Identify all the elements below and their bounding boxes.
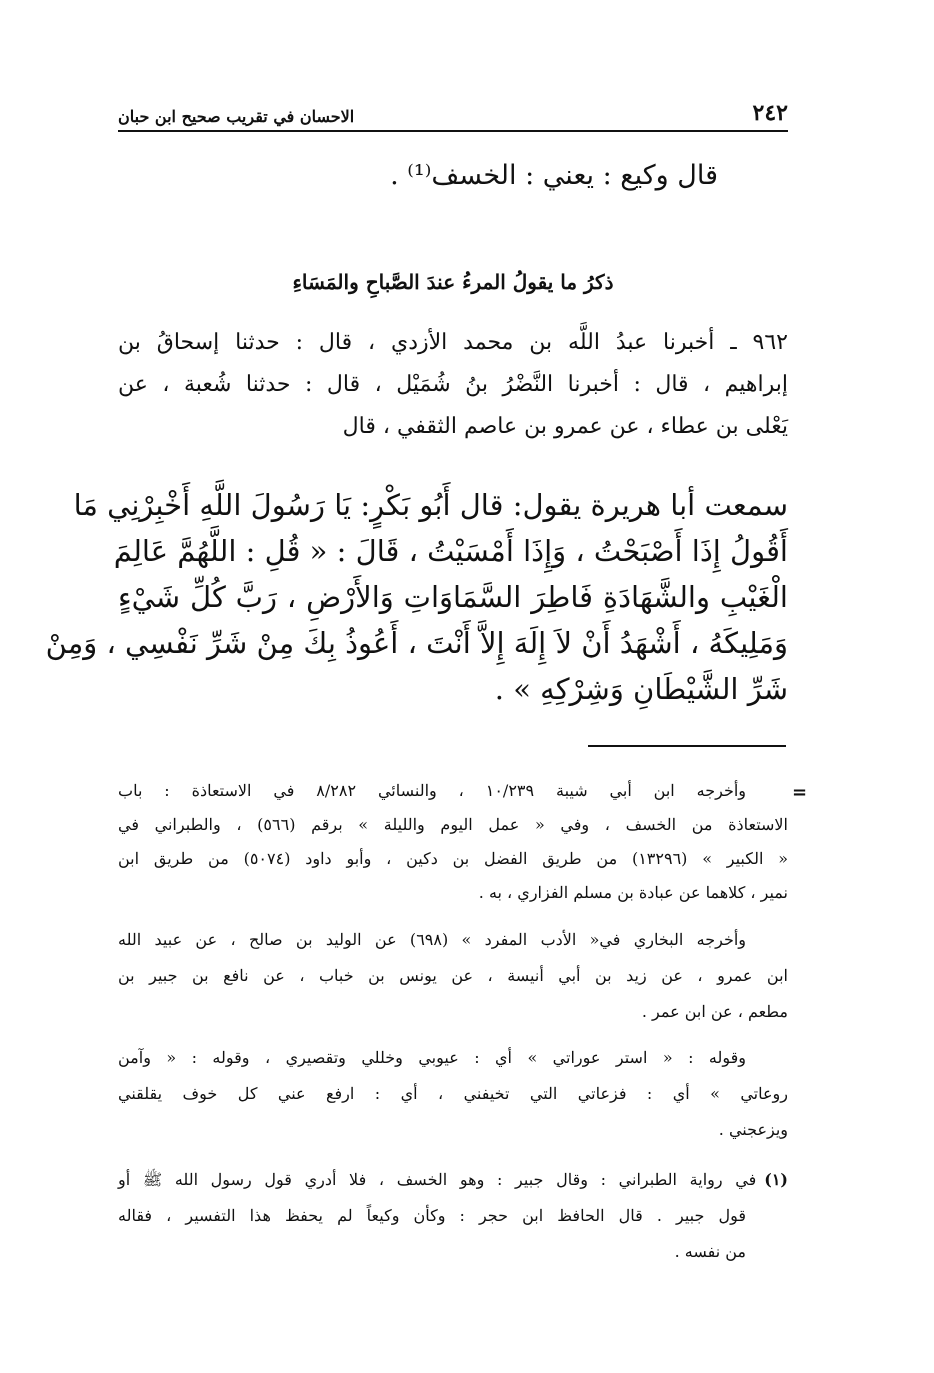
- footnote-divider: [588, 745, 786, 747]
- footnote-line: روعاتي » أي : فزعاتي التي تخيفني ، أي : ارفع عني كل خوف يقلقني: [118, 1084, 788, 1103]
- footnote-line: قول جبير . قال الحافظ ابن حجر : وكأن وكيعاً لم يحفظ هذا التفسير ، فقاله: [118, 1206, 746, 1225]
- footnote-1-number: (١): [764, 1170, 788, 1189]
- matn-line: شَرِّ الشَّيْطَانِ وَشِرْكِهِ » .: [494, 672, 788, 706]
- top-line: قال وكيع : يعني : الخسف⁽¹⁾ .: [390, 160, 718, 191]
- footnote-line: نمير ، كلاهما عن عبادة بن مسلم الفزاري ، به .: [478, 883, 788, 902]
- matn-line: أَقُولُ إِذَا أَصْبَحْتُ ، وَإِذَا أَمْسَيْتُ ، قَالَ : « قُلِ : اللَّهُمَّ عَالِمَ: [113, 534, 788, 568]
- continuation-mark: =: [792, 782, 808, 803]
- footnote-line: ابن عمرو ، عن زيد بن أبي أنيسة ، عن يونس بن خباب ، عن نافع بن جبير بن: [118, 966, 788, 985]
- footnote-line: « الكبير » (١٣٢٩٦) من طريق الفضل بن دكين ، وأبو داود (٥٠٧٤) من طريق ابن: [118, 849, 788, 868]
- matn-line: وَمَلِيكَهُ ، أَشْهَدُ أَنْ لاَ إِلَهَ إِلاَّ أَنْتَ ، أَعُوذُ بِكَ مِنْ شَرِّ نَفْسِي ، وَمِنْ: [45, 626, 788, 660]
- footnote-line: مطعم ، عن ابن عمر .: [641, 1002, 788, 1021]
- isnad-line: ٩٦٢ ـ أخبرنا عبدُ اللَّه بن محمد الأزدي ، قال : حدثنا إسحاقُ بن: [118, 330, 788, 355]
- footnote-line: وأخرجه ابن أبي شيبة ١٠/٢٣٩ ، والنسائي ٨/٢٨٢ في الاستعاذة : باب: [118, 781, 747, 800]
- footnote-line: الاستعاذة من الخسف ، وفي « عمل اليوم والليلة » برقم (٥٦٦) ، والطبراني في: [118, 815, 789, 834]
- isnad-line: إبراهيم ، قال : أخبرنا النَّضْرُ بنُ شُمَيْل ، قال : حدثنا شُعبة ، عن: [118, 372, 788, 397]
- footnote-line: وقوله : « استر عوراتي » أي : عيوبي وخللي وتقصيري ، وقوله : « وآمن: [118, 1048, 746, 1067]
- isnad-line: يَعْلى بن عطاء ، عن عمرو بن عاصم الثقفي ، قال: [342, 414, 788, 439]
- page-number: ٢٤٢: [752, 100, 788, 126]
- footnote-line: وأخرجه البخاري في« الأدب المفرد » (٦٩٨) عن الوليد بن صالح ، عن عبيد الله: [118, 930, 747, 949]
- running-header: [118, 90, 788, 132]
- section-heading: ذكرُ ما يقولُ المرءُ عندَ الصَّباحِ والمَسَاءِ: [292, 270, 614, 294]
- matn-line: الْغَيْبِ والشَّهَادَةِ فَاطِرَ السَّمَاوَاتِ وَالأَرْضِ ، رَبَّ كُلِّ شَيْءٍ: [118, 580, 788, 614]
- footnote-line: من نفسه .: [674, 1242, 746, 1261]
- footnote-line: ويزعجني .: [718, 1120, 788, 1139]
- footnote-line: في رواية الطبراني : وقال جبير : وهو الخسف ، فلا أدري قول رسول الله ﷺ أو: [118, 1170, 757, 1189]
- book-title: الاحسان في تقريب صحيح ابن حبان: [118, 107, 355, 126]
- matn-line: سمعت أبا هريرة يقول: قال أَبُو بَكْرٍ: يَا رَسُولَ اللَّهِ أَخْبِرْنِي مَا: [73, 488, 788, 522]
- footnote-1: [118, 1170, 788, 1193]
